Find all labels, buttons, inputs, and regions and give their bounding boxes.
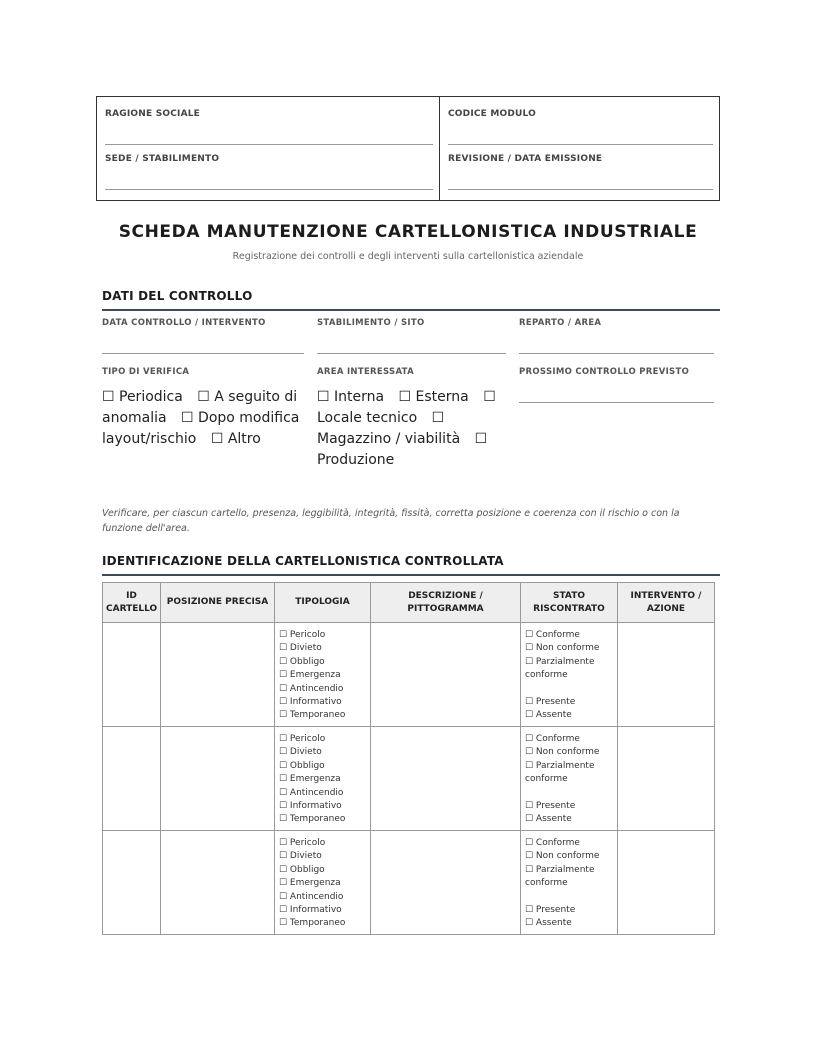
tipologia-checkbox[interactable]: ☐ Obbligo: [279, 864, 325, 875]
reparto-line: [519, 353, 714, 354]
tipologia-checkbox[interactable]: ☐ Informativo: [279, 905, 342, 916]
descrizione-cell[interactable]: [371, 727, 521, 831]
stato-checkbox[interactable]: ☐ Non conforme: [525, 747, 600, 758]
sede-line: [105, 189, 433, 190]
table-header-row: [103, 583, 715, 623]
data-controllo-label: DATA CONTROLLO / INTERVENTO: [102, 318, 266, 328]
prossimo-controllo-line: [519, 402, 714, 403]
tipologia-checkbox[interactable]: ☐ Divieto: [279, 747, 322, 758]
tipologia-checkbox[interactable]: ☐ Obbligo: [279, 656, 325, 667]
stato-checkbox[interactable]: ☐ Parzialmente conforme: [525, 760, 595, 785]
tipologia-checkbox[interactable]: ☐ Antincendio: [279, 891, 344, 902]
stato-checkbox[interactable]: ☐ Conforme: [525, 630, 580, 640]
tipologia-checkbox[interactable]: ☐ Pericolo: [279, 630, 326, 640]
tipologia-checkbox[interactable]: ☐ Divieto: [279, 851, 322, 862]
area-interessata-label: AREA INTERESSATA: [317, 367, 414, 377]
intervento-cell[interactable]: [618, 831, 715, 935]
codice-modulo-field[interactable]: [448, 109, 713, 145]
area-locale-tecnico-checkbox[interactable]: ☐ Locale tecnico: [317, 389, 496, 426]
stabilimento-line: [317, 353, 506, 354]
column-header-intervento: INTERVENTO / AZIONE: [618, 583, 715, 623]
stato-checkbox[interactable]: ☐ Non conforme: [525, 643, 600, 654]
stato-spacer: [525, 891, 613, 904]
tipologia-checkbox[interactable]: ☐ Emergenza: [279, 774, 341, 785]
id-cartello-cell[interactable]: [103, 727, 161, 831]
reparto-field[interactable]: [519, 318, 714, 354]
posizione-cell[interactable]: [161, 727, 275, 831]
presenza-checkbox[interactable]: ☐ Assente: [525, 918, 572, 929]
tipologia-checkbox[interactable]: ☐ Temporaneo: [279, 918, 346, 929]
document-title: SCHEDA MANUTENZIONE CARTELLONISTICA INDUSTRIALE: [118, 222, 698, 242]
tipologia-cell: [275, 727, 371, 831]
column-header-stato: STATO RISCONTRATO: [521, 583, 618, 623]
tipologia-checkbox[interactable]: ☐ Temporaneo: [279, 710, 346, 721]
section-heading-dati-controllo: DATI DEL CONTROLLO: [102, 289, 720, 311]
stabilimento-label: STABILIMENTO / SITO: [317, 318, 425, 328]
header-left-column: [97, 97, 440, 200]
descrizione-cell[interactable]: [371, 623, 521, 727]
header-right-column: [440, 97, 719, 200]
tipo-verifica-field: [102, 367, 304, 450]
presenza-checkbox[interactable]: ☐ Presente: [525, 905, 576, 916]
data-controllo-field[interactable]: [102, 318, 304, 354]
header-box: [96, 96, 720, 201]
tipo-verifica-altro-checkbox[interactable]: ☐ Altro: [210, 431, 261, 447]
revisione-label: REVISIONE / DATA EMISSIONE: [448, 154, 603, 164]
codice-modulo-label: CODICE MODULO: [448, 109, 537, 119]
stato-cell: [521, 831, 618, 935]
tipologia-checkbox[interactable]: ☐ Informativo: [279, 697, 342, 708]
table-row: [103, 831, 715, 935]
table-row: [103, 623, 715, 727]
stato-spacer: [525, 683, 613, 696]
area-esterna-checkbox[interactable]: ☐ Esterna: [398, 389, 469, 405]
ragione-sociale-label: RAGIONE SOCIALE: [105, 109, 201, 119]
revisione-field[interactable]: [448, 154, 713, 190]
tipologia-cell: [275, 831, 371, 935]
section-heading-identificazione: IDENTIFICAZIONE DELLA CARTELLONISTICA CONTROLLATA: [102, 554, 720, 576]
cartellonistica-table: [102, 582, 715, 935]
column-header-id: ID CARTELLO: [103, 583, 161, 623]
sede-label: SEDE / STABILIMENTO: [105, 154, 220, 164]
tipologia-checkbox[interactable]: ☐ Pericolo: [279, 734, 326, 744]
tipo-verifica-label: TIPO DI VERIFICA: [102, 367, 190, 377]
tipo-verifica-modifica-checkbox[interactable]: ☐ Dopo modifica layout/rischio: [102, 410, 300, 447]
document-subtitle: Registrazione dei controlli e degli interventi sulla cartellonistica aziendale: [232, 251, 584, 262]
stabilimento-field[interactable]: [317, 318, 506, 354]
presenza-checkbox[interactable]: ☐ Assente: [525, 814, 572, 825]
verification-note: Verificare, per ciascun cartello, presenza, leggibilità, integrità, fissità, corretta posizione e coerenza con il rischio o con la funzione dell'area.: [102, 508, 680, 534]
ragione-sociale-line: [105, 144, 433, 145]
id-cartello-cell[interactable]: [103, 623, 161, 727]
area-interessata-field: [317, 367, 506, 471]
stato-cell: [521, 727, 618, 831]
prossimo-controllo-field[interactable]: [519, 367, 714, 403]
posizione-cell[interactable]: [161, 623, 275, 727]
stato-checkbox[interactable]: ☐ Parzialmente conforme: [525, 656, 595, 681]
tipo-verifica-anomalia-checkbox[interactable]: ☐ A seguito di anomalia: [102, 389, 298, 426]
tipologia-checkbox[interactable]: ☐ Antincendio: [279, 683, 344, 694]
area-produzione-checkbox[interactable]: ☐ Produzione: [317, 431, 488, 468]
stato-checkbox[interactable]: ☐ Conforme: [525, 734, 580, 744]
revisione-line: [448, 189, 713, 190]
intervento-cell[interactable]: [618, 623, 715, 727]
stato-checkbox[interactable]: ☐ Non conforme: [525, 851, 600, 862]
ragione-sociale-field[interactable]: [105, 109, 433, 145]
stato-checkbox[interactable]: ☐ Conforme: [525, 838, 580, 848]
stato-spacer: [525, 787, 613, 800]
tipologia-checkbox[interactable]: ☐ Antincendio: [279, 787, 344, 798]
sede-field[interactable]: [105, 154, 433, 190]
data-controllo-line: [102, 353, 304, 354]
tipologia-checkbox[interactable]: ☐ Divieto: [279, 643, 322, 654]
area-magazzino-checkbox[interactable]: ☐ Magazzino / viabilità: [317, 410, 461, 447]
tipologia-checkbox[interactable]: ☐ Obbligo: [279, 760, 325, 771]
prossimo-controllo-label: PROSSIMO CONTROLLO PREVISTO: [519, 367, 690, 377]
column-header-descrizione: DESCRIZIONE / PITTOGRAMMA: [371, 583, 521, 623]
presenza-checkbox[interactable]: ☐ Assente: [525, 710, 572, 721]
column-header-posizione: POSIZIONE PRECISA: [161, 583, 275, 623]
tipologia-checkbox[interactable]: ☐ Emergenza: [279, 670, 341, 681]
table-row: [103, 727, 715, 831]
tipologia-checkbox[interactable]: ☐ Emergenza: [279, 878, 341, 889]
presenza-checkbox[interactable]: ☐ Presente: [525, 697, 576, 708]
presenza-checkbox[interactable]: ☐ Presente: [525, 801, 576, 812]
stato-checkbox[interactable]: ☐ Parzialmente conforme: [525, 864, 595, 889]
tipologia-checkbox[interactable]: ☐ Pericolo: [279, 838, 326, 848]
area-interna-checkbox[interactable]: ☐ Interna: [317, 389, 385, 405]
stato-cell: [521, 623, 618, 727]
column-header-tipologia: TIPOLOGIA: [275, 583, 371, 623]
id-cartello-cell[interactable]: [103, 831, 161, 935]
tipologia-cell: [275, 623, 371, 727]
posizione-cell[interactable]: [161, 831, 275, 935]
tipologia-checkbox[interactable]: ☐ Temporaneo: [279, 814, 346, 825]
intervento-cell[interactable]: [618, 727, 715, 831]
tipologia-checkbox[interactable]: ☐ Informativo: [279, 801, 342, 812]
reparto-label: REPARTO / AREA: [519, 318, 602, 328]
tipo-verifica-periodica-checkbox[interactable]: ☐ Periodica: [102, 389, 183, 405]
area-interessata-options: [317, 387, 506, 471]
codice-modulo-line: [448, 144, 713, 145]
tipo-verifica-options: [102, 387, 304, 450]
descrizione-cell[interactable]: [371, 831, 521, 935]
